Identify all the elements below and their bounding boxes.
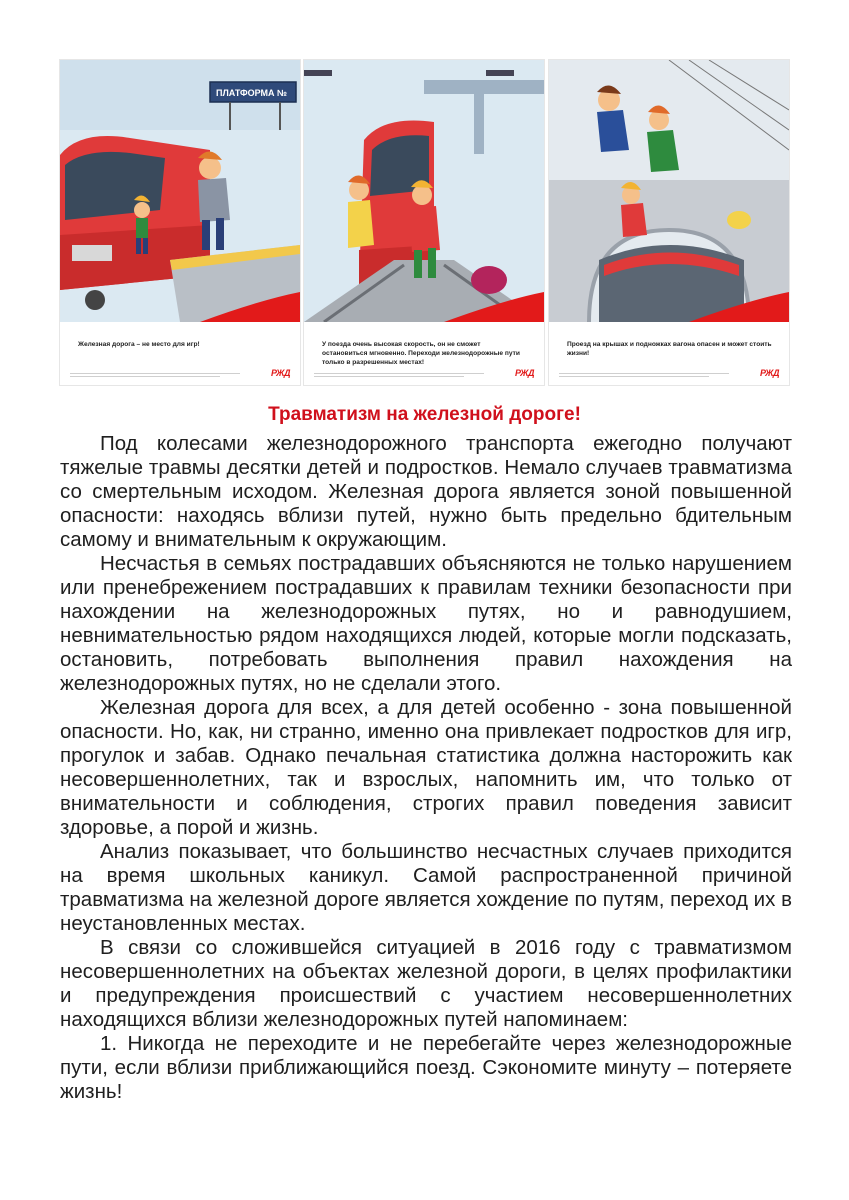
rzd-logo: РЖД	[270, 368, 290, 378]
article-paragraph: Несчастья в семьях пострадавших объясняются не только нарушением или пренебрежением пострадавших к правилам техники безопасности при нахождении на железнодорожных путях, но и равнодушием, невнимательностью рядом находящихся людей, которые могли подсказать, остановить, потребовать выполнения правил нахождения на железнодорожных путях, но не сделали этого.	[60, 552, 792, 695]
article-title: Травматизм на железной дороге!	[268, 404, 581, 425]
poster-fineprint-line	[559, 376, 709, 377]
poster-fineprint-line	[70, 376, 220, 377]
article-body	[60, 432, 792, 1104]
article-paragraph: В связи со сложившейся ситуацией в 2016 году с травматизмом несовершеннолетних на объектах железной дороги, в целях профилактики и предупреждения происшествий с участием несовершеннолетних находящихся вблизи железнодорожных путей напоминаем:	[60, 936, 792, 1031]
poster-fineprint-line	[314, 376, 464, 377]
platform-sign-text: ПЛАТФОРМА №	[216, 88, 288, 98]
poster-fineprint-line	[559, 373, 729, 374]
rzd-logo: РЖД	[514, 368, 534, 378]
article-paragraph: Анализ показывает, что большинство несчастных случаев приходится на время школьных каникул. Самой распространенной причиной травматизма на железной дороге является хождение по путям, переход их в неустановленных местах.	[60, 840, 792, 935]
poster-caption: Проезд на крышах и подножках вагона опасен и может стоить жизни!	[567, 341, 772, 357]
poster-train-speed	[304, 60, 544, 385]
poster-platform-play	[60, 60, 300, 385]
poster-train-roof	[549, 60, 789, 385]
illustration-kids-on-train-roof	[549, 60, 789, 322]
rzd-logo: РЖД	[759, 368, 779, 378]
poster-fineprint-line	[70, 373, 240, 374]
poster-caption: Железная дорога – не место для игр!	[78, 341, 200, 348]
article-paragraph: Железная дорога для всех, а для детей особенно - зона повышенной опасности. Но, как, ни странно, именно она привлекает подростков для игр, прогулок и забав. Однако печальная статистика должна насторожить как несовершеннолетних, так и взрослых, напомнить им, что только от внимательности и соблюдения, строгих правил поведения зависит здоровье, а порой и жизнь.	[60, 696, 792, 839]
poster-caption: У поезда очень высокая скорость, он не сможет остановиться мгновенно. Переходи железнодорожные пути только в разрешенных местах!	[322, 341, 520, 366]
poster-fineprint-line	[314, 373, 484, 374]
illustration-kids-on-platform	[60, 60, 300, 322]
poster-strip	[60, 60, 790, 390]
article-paragraph: Под колесами железнодорожного транспорта ежегодно получают тяжелые травмы десятки детей и подростков. Немало случаев травматизма со смертельным исходом. Железная дорога является зоной повышенной опасности: находясь вблизи путей, нужно быть предельно бдительным самому и внимательным к окружающим.	[60, 432, 792, 551]
article-paragraph: 1. Никогда не переходите и не перебегайте через железнодорожные пути, если вблизи приближающийся поезд. Сэкономите минуту – потеряете жизнь!	[60, 1032, 792, 1103]
illustration-kids-crossing-tracks	[304, 60, 544, 322]
